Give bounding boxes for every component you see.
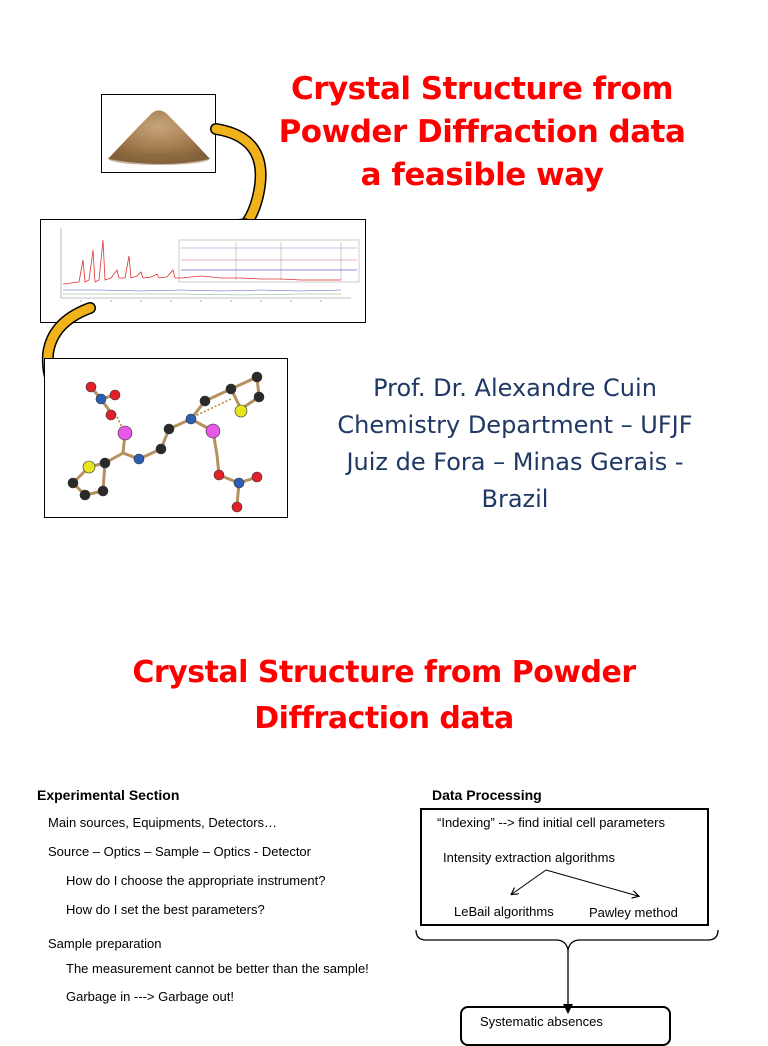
title-line: Powder Diffraction data	[278, 114, 686, 150]
intensity-text: Intensity extraction algorithms	[443, 850, 615, 865]
experimental-item: The measurement cannot be better than the sample!	[66, 961, 369, 976]
pawley-text: Pawley method	[589, 905, 678, 920]
experimental-item: Main sources, Equipments, Detectors…	[48, 815, 278, 830]
experimental-item: Sample preparation	[48, 936, 162, 951]
title-line: a feasible way	[360, 157, 604, 193]
processing-heading: Data Processing	[432, 787, 542, 803]
author-country: Brazil	[481, 485, 549, 513]
branch-arrows-icon	[500, 864, 650, 904]
experimental-item: Garbage in ---> Garbage out!	[66, 989, 235, 1004]
author-city: Juiz de Fora – Minas Gerais -	[346, 448, 684, 476]
bracket-arrow-icon	[412, 928, 722, 1018]
title-line: Crystal Structure from	[290, 71, 674, 107]
experimental-item: How do I choose the appropriate instrument?	[66, 873, 326, 888]
powder-image	[101, 94, 216, 173]
systematic-absences-text: Systematic absences	[480, 1014, 603, 1029]
author-block	[300, 370, 730, 518]
title-line: Crystal Structure from Powder	[132, 655, 636, 690]
indexing-text: “Indexing” --> find initial cell parameters	[437, 815, 665, 830]
experimental-heading: Experimental Section	[37, 787, 180, 803]
crystal-structure-image	[44, 358, 288, 518]
lebail-text: LeBail algorithms	[454, 904, 554, 919]
author-name: Prof. Dr. Alexandre Cuin	[373, 374, 657, 402]
experimental-item: How do I set the best parameters?	[66, 902, 265, 917]
experimental-item: Source – Optics – Sample – Optics - Detector	[48, 844, 311, 859]
title-line: Diffraction data	[254, 701, 514, 736]
slide-title	[262, 68, 702, 197]
author-department: Chemistry Department – UFJF	[337, 411, 693, 439]
slide-title	[60, 650, 708, 742]
